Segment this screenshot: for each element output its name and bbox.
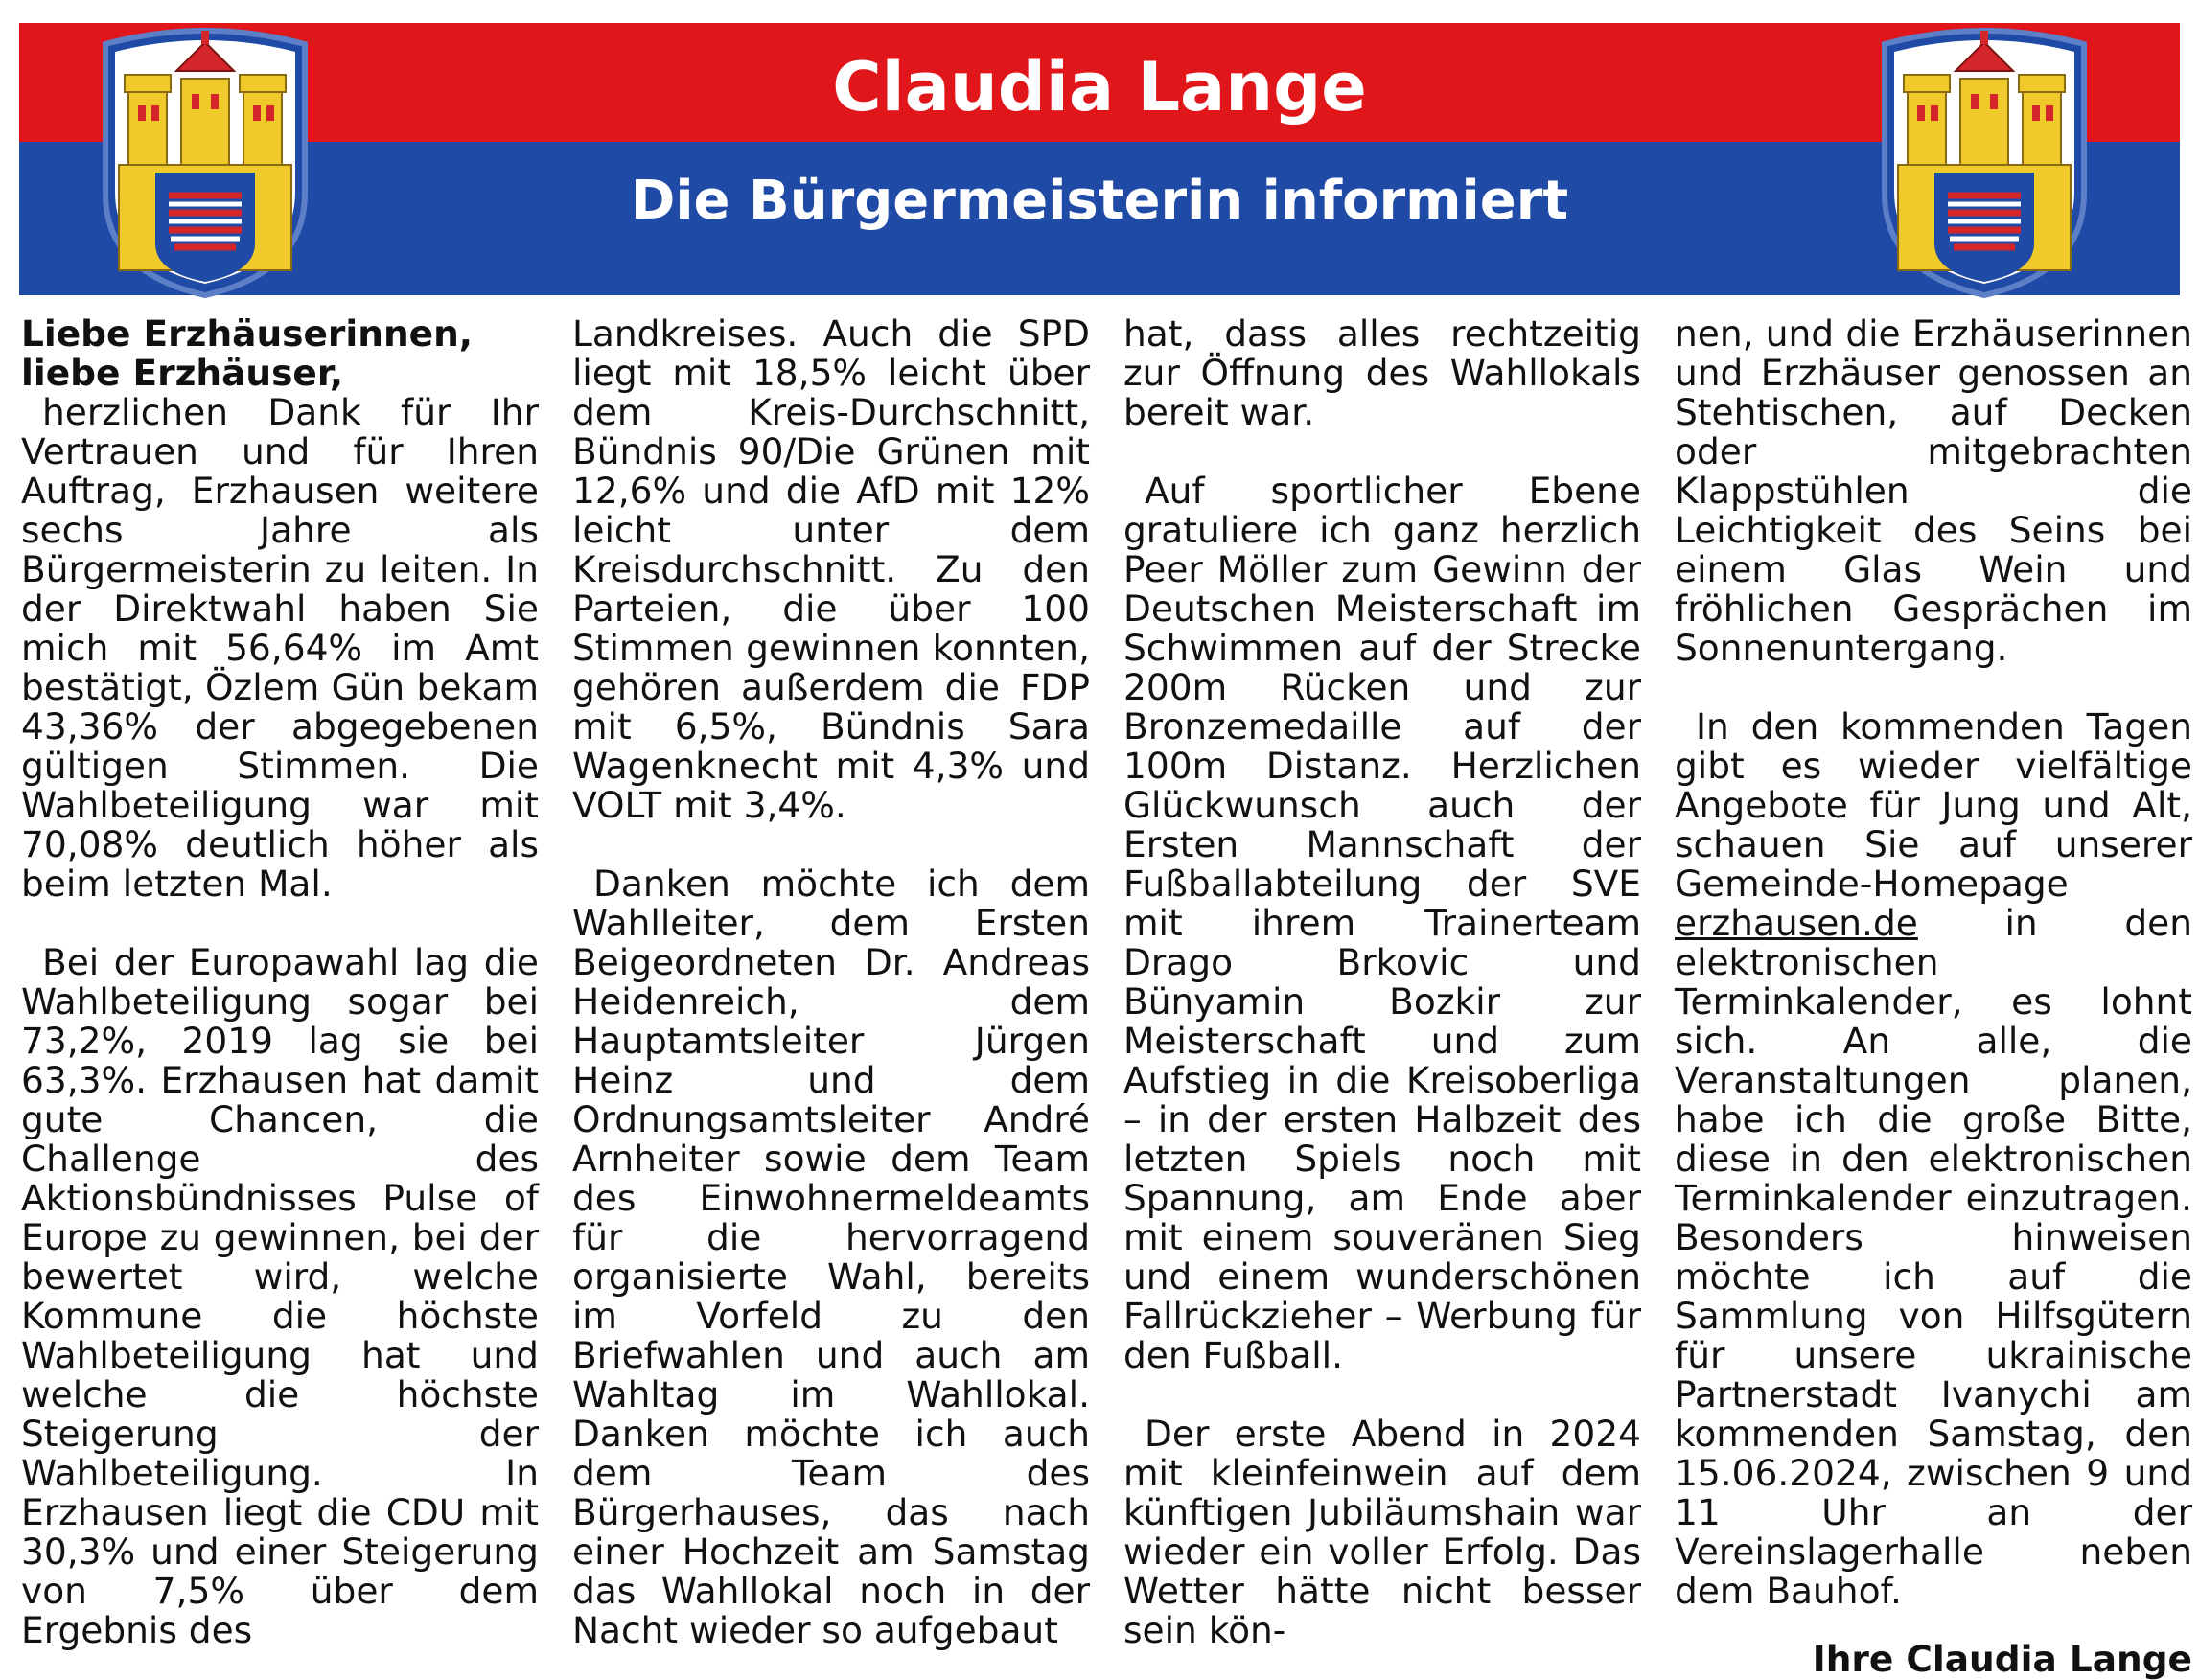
article-column-1: [21, 312, 539, 1651]
paragraph-danken: Danken möchte ich dem Wahlleiter, dem Ersten Beigeordneten Dr. Andreas Heidenreich, dem Hauptamtsleiter Jürgen Heinz und dem Ordnungsamtsleiter André Arnheiter sowie dem Team des Einwohnermeldeamts für die hervorragend organisierte Wahl, bereits im Vorfeld zu den Briefwahlen und auch am Wahltag im Wahllokal. Danken möchte ich auch dem Team des Bürgerhauses, das nach einer Hochzeit am Samstag das Wahllokal noch in der Nacht wieder so aufgebaut: [572, 863, 1090, 1651]
page-subtitle: Die Bürgermeisterin informiert: [630, 169, 1569, 232]
article-column-4: [1675, 312, 2192, 1680]
paragraph-thanks: herzlichen Dank für Ihr Vertrauen und für Ihren Auftrag, Erzhausen weitere sechs Jahre als Bürgermeisterin zu leiten. In der Direktwahl haben Sie mich mit 56,64% im Amt bestätigt, Özlem Gün bekam 43,36% der abgegebenen gültigen Stimmen. Die Wahlbeteiligung war mit 70,08% deutlich höher als beim letzten Mal.: [21, 391, 539, 905]
coat-of-arms-icon: [100, 21, 311, 299]
signature: Ihre Claudia Lange: [1812, 1638, 2192, 1680]
paragraph-termine-part-1: In den kommenden Tagen gibt es wieder vielfältige Angebote für Jung und Alt, schauen Sie auf unserer Gemeinde-Homepage: [1675, 705, 2192, 905]
paragraph-termine-part-2: in den elektronischen Terminkalender, es lohnt sich. An alle, die Veranstaltungen planen, habe ich die große Bitte, diese in den elektronischen Terminkalender einzutragen. Besonders hinweisen möchte ich auf die Sammlung von Hilfsgütern für unsere ukrainische Partnerstadt Ivanychi am kommenden Samstag, den 15.06.2024, zwischen 9 und 11 Uhr an der Vereinslagerhalle neben dem Bauhof.: [1675, 902, 2192, 1612]
paragraph-danken-continued: hat, dass alles rechtzeitig zur Öffnung des Wahllokals bereit war.: [1123, 312, 1641, 433]
paragraph-kleinfeinwein: Der erste Abend in 2024 mit kleinfeinwein auf dem künftigen Jubiläumshain war wieder ein voller Erfolg. Das Wetter hätte nicht besser sein kön-: [1123, 1413, 1641, 1651]
greeting-line-2: liebe Erzhäuser,: [21, 352, 344, 394]
greeting-line-1: Liebe Erzhäuserinnen,: [21, 312, 474, 355]
paragraph-sport: Auf sportlicher Ebene gratuliere ich ganz herzlich Peer Möller zum Gewinn der Deutschen Meisterschaft im Schwimmen auf der Strecke 200m Rücken und zur Bronzemedaille auf der 100m Distanz. Herzlichen Glückwunsch auch der Ersten Mannschaft der Fußballabteilung der SVE mit ihrem Trainerteam Drago Brkovic und Bünyamin Bozkir zur Meisterschaft und zum Aufstieg in die Kreisoberliga – in der ersten Halbzeit des letzten Spiels noch mit Spannung, am Ende aber mit einem souveränen Sieg und einem wunderschönen Fallrückzieher – Werbung für den Fußball.: [1123, 470, 1641, 1376]
homepage-link[interactable]: erzhausen.de: [1675, 902, 1918, 944]
paragraph-kleinfeinwein-continued: nen, und die Erzhäuserinnen und Erzhäuser genossen an Stehtischen, auf Decken oder mitgebrachten Klappstühlen die Leichtigkeit des Seins bei einem Glas Wein und fröhlichen Gesprächen im Sonnenuntergang.: [1675, 312, 2192, 669]
paragraph-europawahl-continued: Landkreises. Auch die SPD liegt mit 18,5% leicht über dem Kreis-Durchschnitt, Bündnis 90/Die Grünen mit 12,6% und die AfD mit 12% leicht unter dem Kreisdurchschnitt. Zu den Parteien, die über 100 Stimmen gewinnen konnten, gehören außerdem die FDP mit 6,5%, Bündnis Sara Wagenknecht mit 4,3% und VOLT mit 3,4%.: [572, 312, 1090, 826]
header-banner: [19, 23, 2180, 295]
article-column-3: [1123, 312, 1641, 1651]
article-column-2: [572, 312, 1090, 1651]
page-title: Claudia Lange: [832, 48, 1367, 127]
coat-of-arms-icon: [1879, 21, 2090, 299]
paragraph-termine: [1675, 707, 2192, 1611]
paragraph-europawahl: Bei der Europawahl lag die Wahlbeteiligung sogar bei 73,2%, 2019 lag sie bei 63,3%. Erzhausen hat damit gute Chancen, die Challenge des Aktionsbündnisses Pulse of Europe zu gewinnen, bei der bewertet wird, welche Kommune die höchste Wahlbeteiligung hat und welche die höchste Steigerung der Wahlbeteiligung. In Erzhausen liegt die CDU mit 30,3% und einer Steigerung von 7,5% über dem Ergebnis des: [21, 941, 539, 1651]
